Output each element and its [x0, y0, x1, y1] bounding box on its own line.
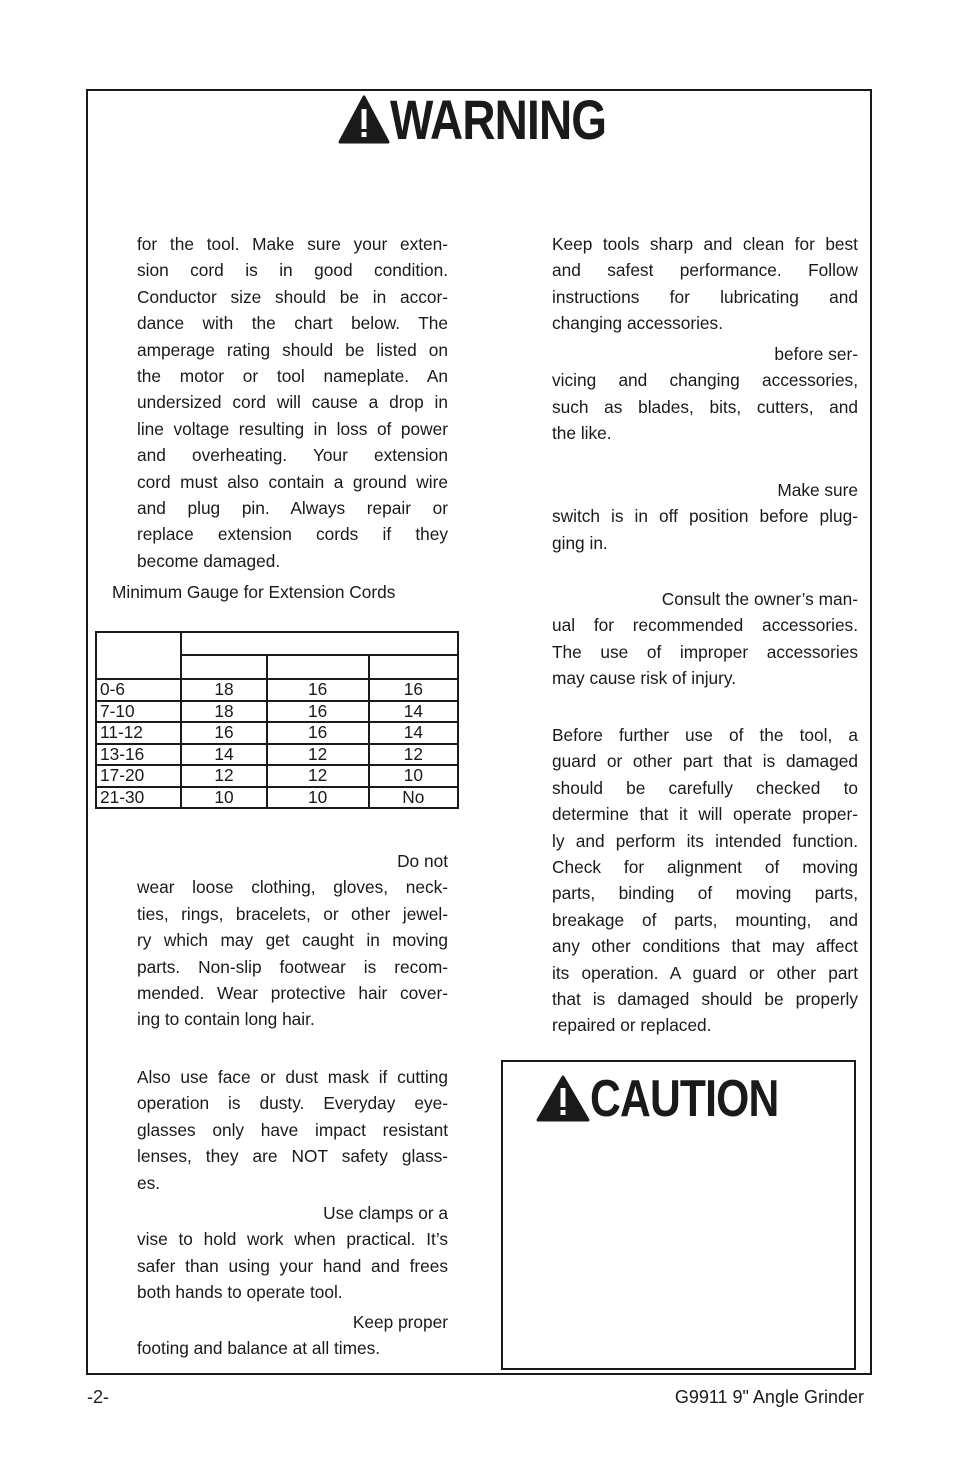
text-line: and plug pin. Always repair or	[137, 498, 448, 519]
text-line: vicing and changing accessories,	[552, 370, 858, 391]
table-header-row	[96, 632, 458, 655]
table-cell: 11-12	[96, 722, 181, 744]
text-line: amperage rating should be listed on	[137, 339, 448, 360]
text-line: Keep tools sharp and clean for best	[552, 234, 858, 254]
maintain-tools-paragraph	[552, 231, 858, 337]
text-line: line voltage resulting in loss of power	[137, 418, 448, 439]
table-row	[96, 787, 458, 809]
text-line: before ser-	[774, 344, 858, 364]
text-line: Keep proper	[352, 1312, 448, 1332]
table-cell: 18	[181, 701, 266, 723]
text-line: dance with the chart below. The	[137, 313, 448, 334]
damaged-parts-paragraph	[552, 722, 858, 1039]
caution-title: CAUTION	[590, 1070, 779, 1128]
table-cell: 10	[369, 765, 458, 787]
table-cell	[181, 655, 266, 679]
table-cell: 14	[369, 722, 458, 744]
text-line: wear loose clothing, gloves, neck-	[137, 877, 448, 898]
text-line: ry which may get caught in moving	[137, 930, 448, 951]
table-cell: 16	[369, 679, 458, 701]
text-line: operation is dusty. Everyday eye-	[137, 1093, 448, 1114]
page-number: -2-	[87, 1387, 109, 1407]
table-cell: 16	[267, 679, 369, 701]
text-line: the like.	[552, 423, 612, 444]
text-line: parts, binding of moving parts,	[552, 883, 858, 904]
text-line: cord must also contain a ground wire	[137, 471, 448, 492]
text-line: The use of improper accessories	[552, 641, 858, 662]
text-line: ging in.	[552, 532, 608, 553]
table-cell: 14	[369, 701, 458, 723]
text-line: the motor or tool nameplate. An	[137, 366, 448, 387]
footer-model: G9911 9" Angle Grinder	[674, 1387, 864, 1407]
text-line: both hands to operate tool.	[137, 1282, 343, 1303]
table-cell: 17-20	[96, 765, 181, 787]
text-line: such as blades, bits, cutters, and	[552, 396, 858, 417]
text-line: parts. Non-slip footwear is recom-	[137, 956, 448, 977]
disconnect-tools-paragraph	[552, 341, 858, 447]
text-line: vise to hold work when practical. It’s	[137, 1229, 448, 1250]
text-line: ing to contain long hair.	[137, 1009, 315, 1030]
text-line: lenses, they are NOT safety glass-	[137, 1146, 448, 1167]
table-cell: 21-30	[96, 787, 181, 809]
text-line: undersized cord will cause a drop in	[137, 392, 448, 413]
text-line: Use clamps or a	[323, 1203, 448, 1223]
text-line: changing accessories.	[552, 313, 723, 334]
table-cell: 12	[181, 765, 266, 787]
text-line: Consult the owner’s man-	[661, 589, 858, 609]
text-line: ual for recommended accessories.	[552, 615, 858, 636]
table-cell: 16	[267, 722, 369, 744]
text-line: repaired or replaced.	[552, 1015, 712, 1036]
table-row	[96, 765, 458, 787]
unintentional-starting-paragraph	[552, 477, 858, 556]
table-cell: 10	[181, 787, 266, 809]
text-line: should be carefully checked to	[552, 777, 858, 798]
table-row	[96, 679, 458, 701]
text-line: es.	[137, 1172, 161, 1193]
table-cell: 16	[267, 701, 369, 723]
table-cell: 13-16	[96, 744, 181, 766]
table-cell: 12	[267, 765, 369, 787]
table-row	[96, 744, 458, 766]
extension-cord-paragraph	[137, 231, 448, 574]
text-line: Also use face or dust mask if cutting	[137, 1067, 448, 1087]
table-cell: 16	[181, 722, 266, 744]
text-line: may cause risk of injury.	[552, 668, 737, 689]
text-line: any other conditions that may affect	[552, 936, 858, 957]
text-line: Check for alignment of moving	[552, 857, 858, 878]
safety-glasses-paragraph	[137, 1064, 448, 1196]
chart-caption: Minimum Gauge for Extension Cords	[112, 582, 396, 602]
text-line: become damaged.	[137, 550, 281, 571]
table-cell: No	[369, 787, 458, 809]
text-line: for the tool. Make sure your exten-	[137, 234, 448, 254]
text-line: ties, rings, bracelets, or other jewel-	[137, 903, 448, 924]
table-cell	[96, 632, 181, 679]
warning-triangle-icon	[338, 95, 390, 145]
warning-title: WARNING	[390, 88, 607, 151]
text-line: switch is in off position before plug-	[552, 506, 858, 527]
text-line: glasses only have impact resistant	[137, 1119, 448, 1140]
table-cell: 12	[369, 744, 458, 766]
table-cell	[267, 655, 369, 679]
recommended-accessories-paragraph	[552, 586, 858, 692]
text-line: Do not	[397, 851, 448, 871]
table-cell	[369, 655, 458, 679]
text-line: ly and perform its intended function.	[552, 830, 858, 851]
text-line: safer than using your hand and frees	[137, 1255, 448, 1276]
table-cell: 0-6	[96, 679, 181, 701]
warning-banner	[338, 88, 654, 151]
text-line: footing and balance at all times.	[137, 1338, 381, 1359]
caution-triangle-icon	[536, 1075, 590, 1123]
text-line: that is damaged should be properly	[552, 989, 858, 1010]
table-cell: 10	[267, 787, 369, 809]
text-line: guard or other part that is damaged	[552, 751, 858, 772]
text-line: replace extension cords if they	[137, 524, 448, 545]
secure-work-paragraph	[137, 1200, 448, 1306]
text-line: sion cord is in good condition.	[137, 260, 448, 281]
text-line: Before further use of the tool, a	[552, 725, 858, 745]
text-line: mended. Wear protective hair cover-	[137, 983, 448, 1004]
table-row	[96, 701, 458, 723]
text-line: determine that it will operate proper-	[552, 804, 858, 825]
text-line: its operation. A guard or other part	[552, 962, 858, 983]
table-cell: 12	[267, 744, 369, 766]
footing-paragraph	[137, 1309, 448, 1362]
dress-properly-paragraph	[137, 848, 448, 1033]
table-cell: 18	[181, 679, 266, 701]
text-line: Make sure	[777, 480, 858, 500]
table-cell: 14	[181, 744, 266, 766]
table-cell	[181, 632, 458, 655]
table-cell: 7-10	[96, 701, 181, 723]
extension-cord-gauge-table	[95, 631, 459, 809]
table-row	[96, 722, 458, 744]
caution-banner	[536, 1070, 820, 1128]
text-line: breakage of parts, mounting, and	[552, 909, 858, 930]
text-line: and overheating. Your extension	[137, 445, 448, 466]
text-line: instructions for lubricating and	[552, 286, 858, 307]
text-line: Conductor size should be in accor-	[137, 286, 448, 307]
text-line: and safest performance. Follow	[552, 260, 858, 281]
